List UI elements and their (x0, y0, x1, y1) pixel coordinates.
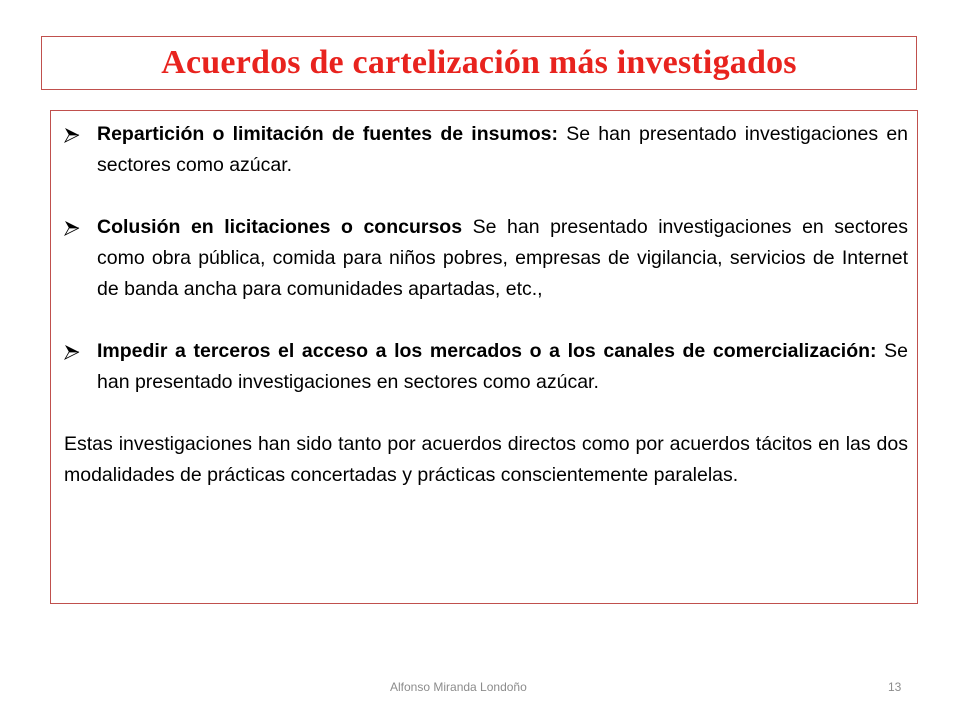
bullet-item-1 (64, 119, 908, 181)
arrow-bullet-icon (64, 336, 97, 367)
bullet-text-2 (97, 212, 908, 305)
bullet-bold-3: Impedir a terceros el acceso a los mercados o a los canales de comercialización: (97, 340, 877, 362)
arrow-bullet-icon (64, 119, 97, 150)
slide-title: Acuerdos de cartelización más investigados (161, 44, 797, 81)
bullet-text-3 (97, 336, 908, 398)
bullet-item-3 (64, 336, 908, 398)
bullet-item-2 (64, 212, 908, 305)
bullet-body-2: Se han presentado investigaciones en sectores como obra pública, comida para niños pobres, empresas de vigilancia, servicios de Internet de banda ancha para comunidades apartadas, etc., (97, 216, 909, 300)
title-box (41, 36, 917, 90)
spacer (64, 181, 908, 212)
spacer (64, 305, 908, 336)
closing-paragraph: Estas investigaciones han sido tanto por acuerdos directos como por acuerdos tácitos en las dos modalidades de prácticas concertadas y prácticas conscientemente paralelas. (64, 433, 908, 486)
bullet-bold-1: Repartición o limitación de fuentes de insumos: (97, 123, 558, 145)
page-number: 13 (888, 680, 902, 694)
bullet-text-1 (97, 119, 908, 181)
bullet-body-3: Se han presentado investigaciones en sectores como azúcar. (97, 340, 908, 393)
footer-author: Alfonso Miranda Londoño (390, 680, 527, 694)
bullet-bold-2: Colusión en licitaciones o concursos (97, 216, 463, 238)
content-box (50, 110, 918, 604)
arrow-bullet-icon (64, 212, 97, 243)
spacer (64, 398, 908, 429)
bullet-body-1: Se han presentado investigaciones en sectores como azúcar. (97, 123, 909, 176)
